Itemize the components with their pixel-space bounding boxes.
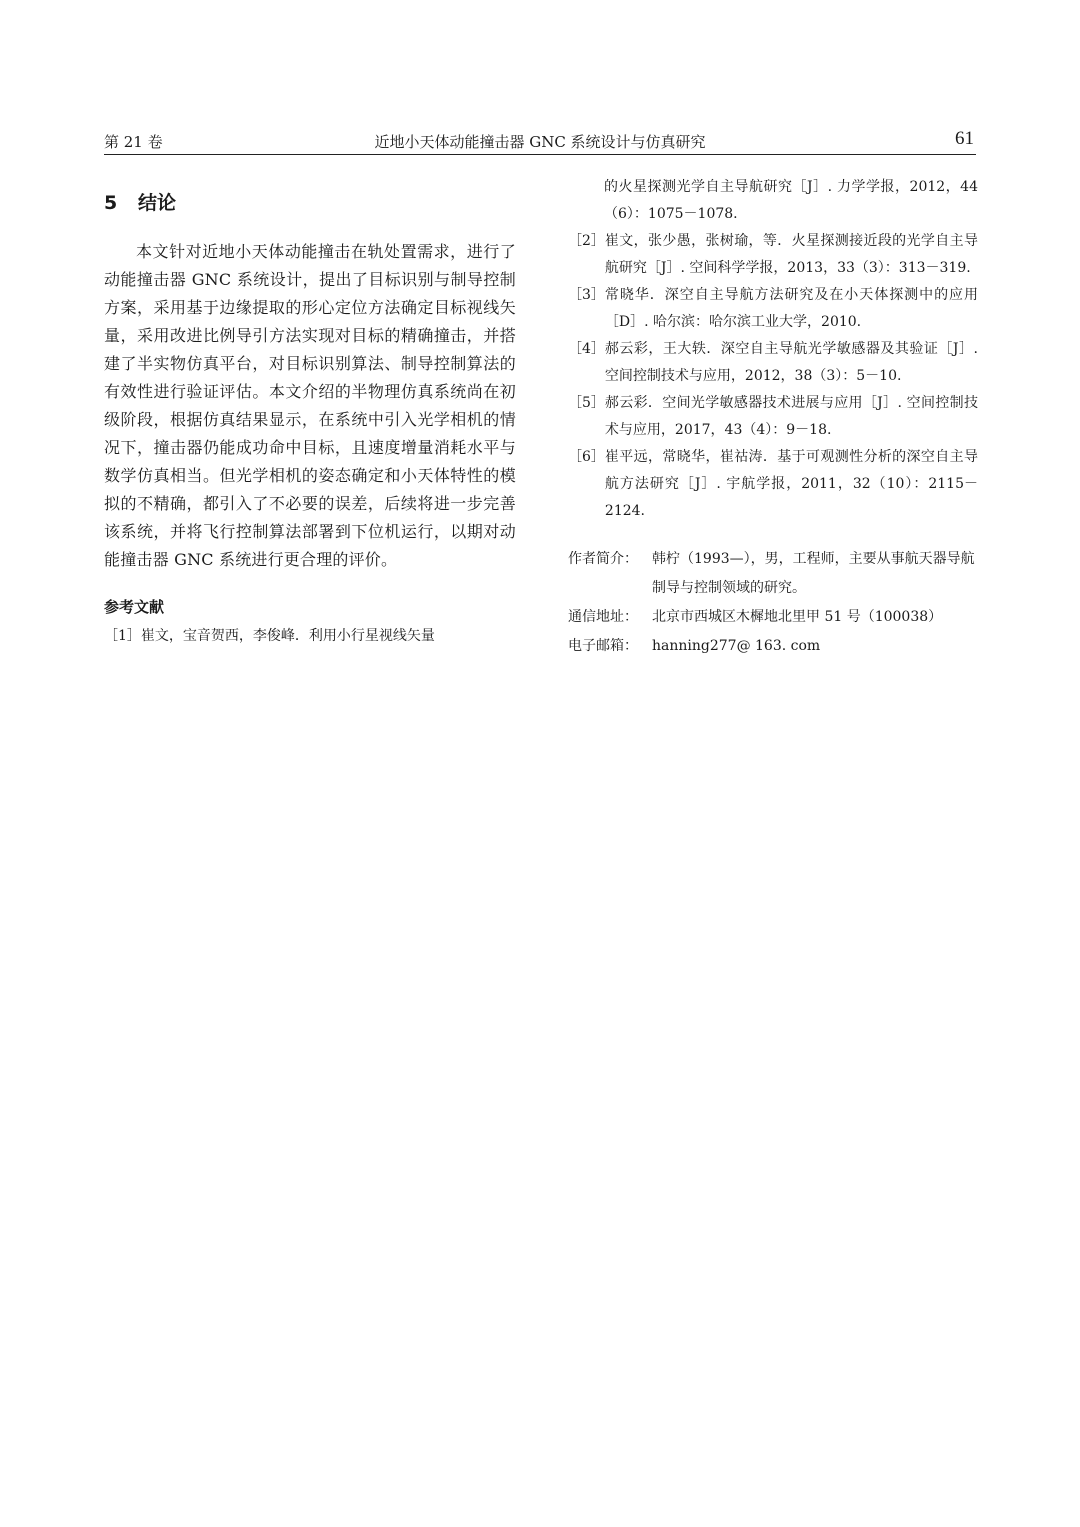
reference-text: 崔文，张少愚，张树瑜，等．火星探测接近段的光学自主导航研究［J］. 空间科学学报，2013，33（3）：313－319. [604,233,978,276]
reference-item [568,444,978,525]
email-label: 电子邮箱： [568,638,638,654]
address-row [568,603,978,632]
email-value: hanning277@ 163. com [652,638,821,654]
conclusion-paragraph: 本文针对近地小天体动能撞击在轨处置需求，进行了动能撞击器 GNC 系统设计，提出了目标识别与制导控制方案，采用基于边缘提取的形心定位方法确定目标视线矢量，采用改进比例导引方法实现对目标的精确撞击，并搭建了半实物仿真平台，对目标识别算法、制导控制算法的有效性进行验证评估。本文介绍的半物理仿真系统尚在初级阶段，根据仿真结果显示，在系统中引入光学相机的情况下，撞击器仍能成功命中目标，且速度增量消耗水平与数学仿真相当。但光学相机的姿态确定和小天体特性的模拟的不精确，都引入了不必要的误差，后续将进一步完善该系统，并将飞行控制算法部署到下位机运行，以期对动能撞击器 GNC 系统进行更合理的评价。 [104,242,516,569]
reference-text: 崔平远，常晓华，崔祜涛．基于可观测性分析的深空自主导航方法研究［J］. 宇航学报，2011，32（10）：2115－2124. [604,449,978,519]
reference-index: ［5］ [568,395,605,411]
running-title: 近地小天体动能撞击器 GNC 系统设计与仿真研究 [374,133,706,151]
left-column [104,188,516,650]
reference-item [568,228,978,282]
reference-text: 的火星探测光学自主导航研究［J］. 力学学报，2012，44（6）：1075－1078. [604,179,978,222]
running-header [104,128,976,155]
page-number: 61 [955,128,974,149]
reference-text: 崔文，宝音贺西，李俊峰．利用小行星视线矢量 [140,628,435,644]
reference-index: ［1］ [104,628,141,644]
reference-text: 常晓华．深空自主导航方法研究及在小天体探测中的应用［D］. 哈尔滨：哈尔滨工业大学，2010. [604,287,978,330]
reference-index: ［4］ [568,341,605,357]
email-row [568,632,978,661]
author-intro-label: 作者简介： [568,551,638,567]
right-column [568,174,978,661]
reference-item-continued [568,174,978,228]
reference-text: 郝云彩．空间光学敏感器技术进展与应用［J］. 空间控制技术与应用，2017，43（4）：9－18. [604,395,978,438]
reference-index: ［2］ [568,233,605,249]
section-heading [104,188,516,214]
author-intro-row [568,545,978,603]
reference-index: ［6］ [568,449,605,465]
address-label: 通信地址： [568,609,638,625]
address-value: 北京市西城区木樨地北里甲 51 号（100038） [652,609,943,625]
reference-index: ［3］ [568,287,605,303]
author-intro-value: 韩柠（1993—），男，工程师，主要从事航天器导航制导与控制领域的研究。 [652,551,975,596]
author-info [568,545,978,661]
reference-item [568,390,978,444]
section-number: 5 [104,192,118,214]
reference-item [568,336,978,390]
reference-text: 郝云彩，王大轶．深空自主导航光学敏感器及其验证［J］. 空间控制技术与应用，2012，38（3）：5－10. [604,341,978,384]
reference-item [568,282,978,336]
references-heading: 参考文献 [104,598,165,616]
section-title: 结论 [138,192,177,214]
reference-item [104,623,516,650]
volume-label: 第 21 卷 [104,133,163,151]
